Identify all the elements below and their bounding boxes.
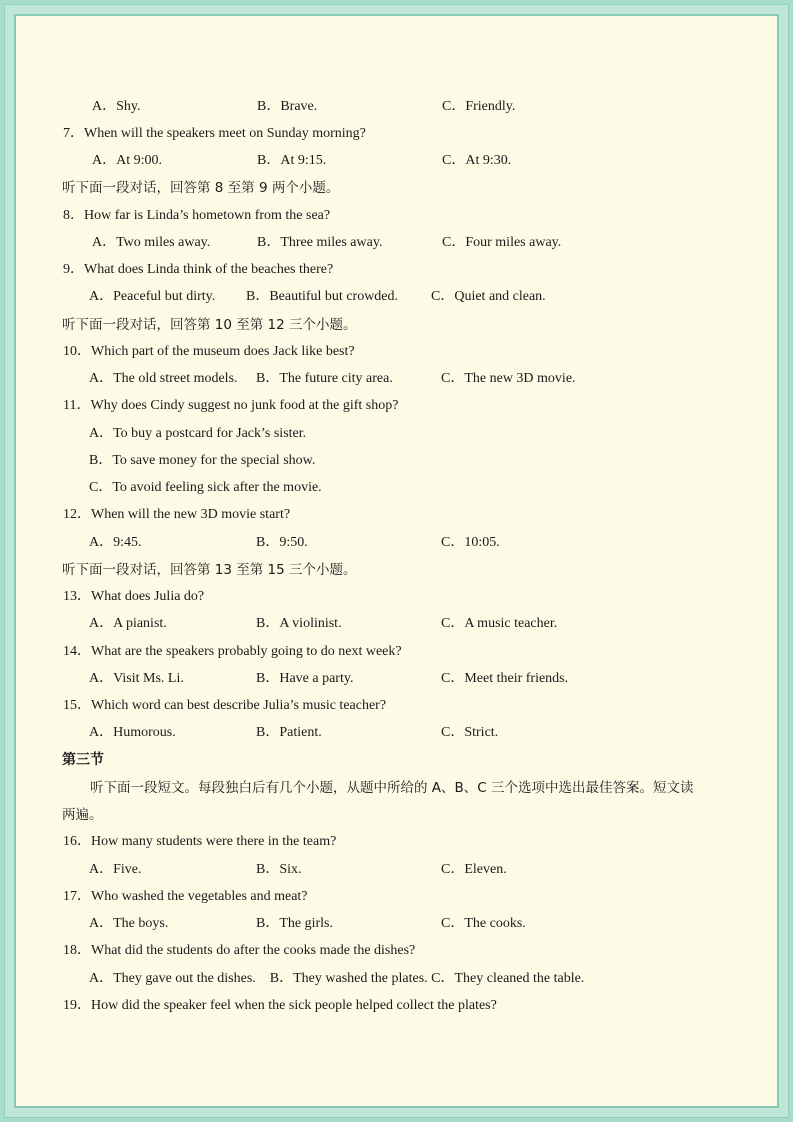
option-row [62,663,742,690]
question-text: 19．How did the speaker feel when the sick people helped collect the plates? [63,997,497,1013]
option-c: C．Strict. [441,725,499,741]
question-row [62,200,742,227]
section-instruction-text: 听下面一段短文。每段独白后有几个小题，从题中所给的 A、B、C 三个选项中选出最佳答案。短文读 [90,779,694,796]
dialogue-instruction [62,309,742,336]
option-a: A．9:45. [89,534,142,550]
question-row [62,255,742,282]
question-text: 12．When will the new 3D movie start? [63,507,291,523]
option-a: A．The old street models. [89,371,238,387]
option-row [62,364,742,391]
question-row [62,990,742,1017]
option-row [62,445,742,472]
question-row [62,936,742,963]
option-row [62,909,742,936]
option-b: B．Beautiful but crowded. [246,289,399,305]
section-instruction [62,772,742,799]
section-instruction-cont [62,800,742,827]
question-row [62,881,742,908]
option-a: A．The boys. [89,916,169,932]
section-instruction-text: 两遍。 [62,807,103,824]
option-b: B．Brave. [257,98,318,114]
option-row [62,418,742,445]
option-b: B．9:50. [256,534,308,550]
question-text: 10．Which part of the museum does Jack like best? [63,343,355,359]
question-row [62,118,742,145]
option-b: B．At 9:15. [257,153,327,169]
option-text: C．To avoid feeling sick after the movie. [89,480,322,496]
question-text: 13．What does Julia do? [63,589,205,605]
option-row [62,282,742,309]
dialogue-instruction [62,173,742,200]
option-c: C．A music teacher. [441,616,558,632]
option-c: C．Eleven. [441,861,507,877]
option-row [62,854,742,881]
instruction-text: 听下面一段对话，回答第 8 至第 9 两个小题。 [62,180,340,197]
option-row [62,91,742,118]
option-b: B．Three miles away. [257,234,383,250]
question-row [62,691,742,718]
option-c: C．The new 3D movie. [441,371,576,387]
option-c: C．Quiet and clean. [431,289,546,305]
question-row [62,827,742,854]
option-c: C．Four miles away. [442,234,562,250]
question-text: 7．When will the speakers meet on Sunday morning? [63,125,366,141]
option-a: A．Shy. [92,98,141,114]
question-row [62,636,742,663]
option-a: A．Five. [89,861,142,877]
option-c: C．The cooks. [441,916,526,932]
question-text: 14．What are the speakers probably going to do next week? [63,643,402,659]
question-row [62,582,742,609]
question-row [62,500,742,527]
question-text: 16．How many students were there in the team? [63,834,337,850]
option-row [62,227,742,254]
question-text: 17．Who washed the vegetables and meat? [63,888,308,904]
option-row [62,473,742,500]
option-b: B．Have a party. [256,670,354,686]
option-row [62,718,742,745]
option-b: B．Patient. [256,725,322,741]
option-a: A．Two miles away. [92,234,211,250]
option-c: C．At 9:30. [442,153,512,169]
exam-content [62,91,742,1018]
option-row [62,963,742,990]
option-c: C．Friendly. [442,98,516,114]
option-b: B．Six. [256,861,302,877]
question-text: 15．Which word can best describe Julia’s music teacher? [63,698,387,714]
section-heading [62,745,742,772]
question-text: 18．What did the students do after the cooks made the dishes? [63,943,416,959]
option-a: A．Humorous. [89,725,176,741]
section-title-text: 第三节 [62,751,104,768]
dialogue-instruction [62,554,742,581]
option-text: A．They gave out the dishes. B．They washed the plates. C．They cleaned the table. [89,970,585,986]
option-row [62,146,742,173]
question-text: 8．How far is Linda’s hometown from the sea? [63,207,331,223]
instruction-text: 听下面一段对话，回答第 13 至第 15 三个小题。 [62,561,357,578]
question-row [62,336,742,363]
question-row [62,391,742,418]
option-a: A．At 9:00. [92,153,162,169]
option-c: C．10:05. [441,534,500,550]
option-b: B．The future city area. [256,371,393,387]
question-text: 9．What does Linda think of the beaches there? [63,262,334,278]
option-b: B．The girls. [256,916,333,932]
option-a: A．Visit Ms. Li. [89,670,184,686]
option-a: A．Peaceful but dirty. [89,289,216,305]
instruction-text: 听下面一段对话，回答第 10 至第 12 三个小题。 [62,316,357,333]
option-row [62,609,742,636]
option-c: C．Meet their friends. [441,670,569,686]
option-text: A．To buy a postcard for Jack’s sister. [89,425,307,441]
option-a: A．A pianist. [89,616,167,632]
option-text: B．To save money for the special show. [89,452,316,468]
option-b: B．A violinist. [256,616,342,632]
question-text: 11．Why does Cindy suggest no junk food at the gift shop? [63,398,399,414]
option-row [62,527,742,554]
